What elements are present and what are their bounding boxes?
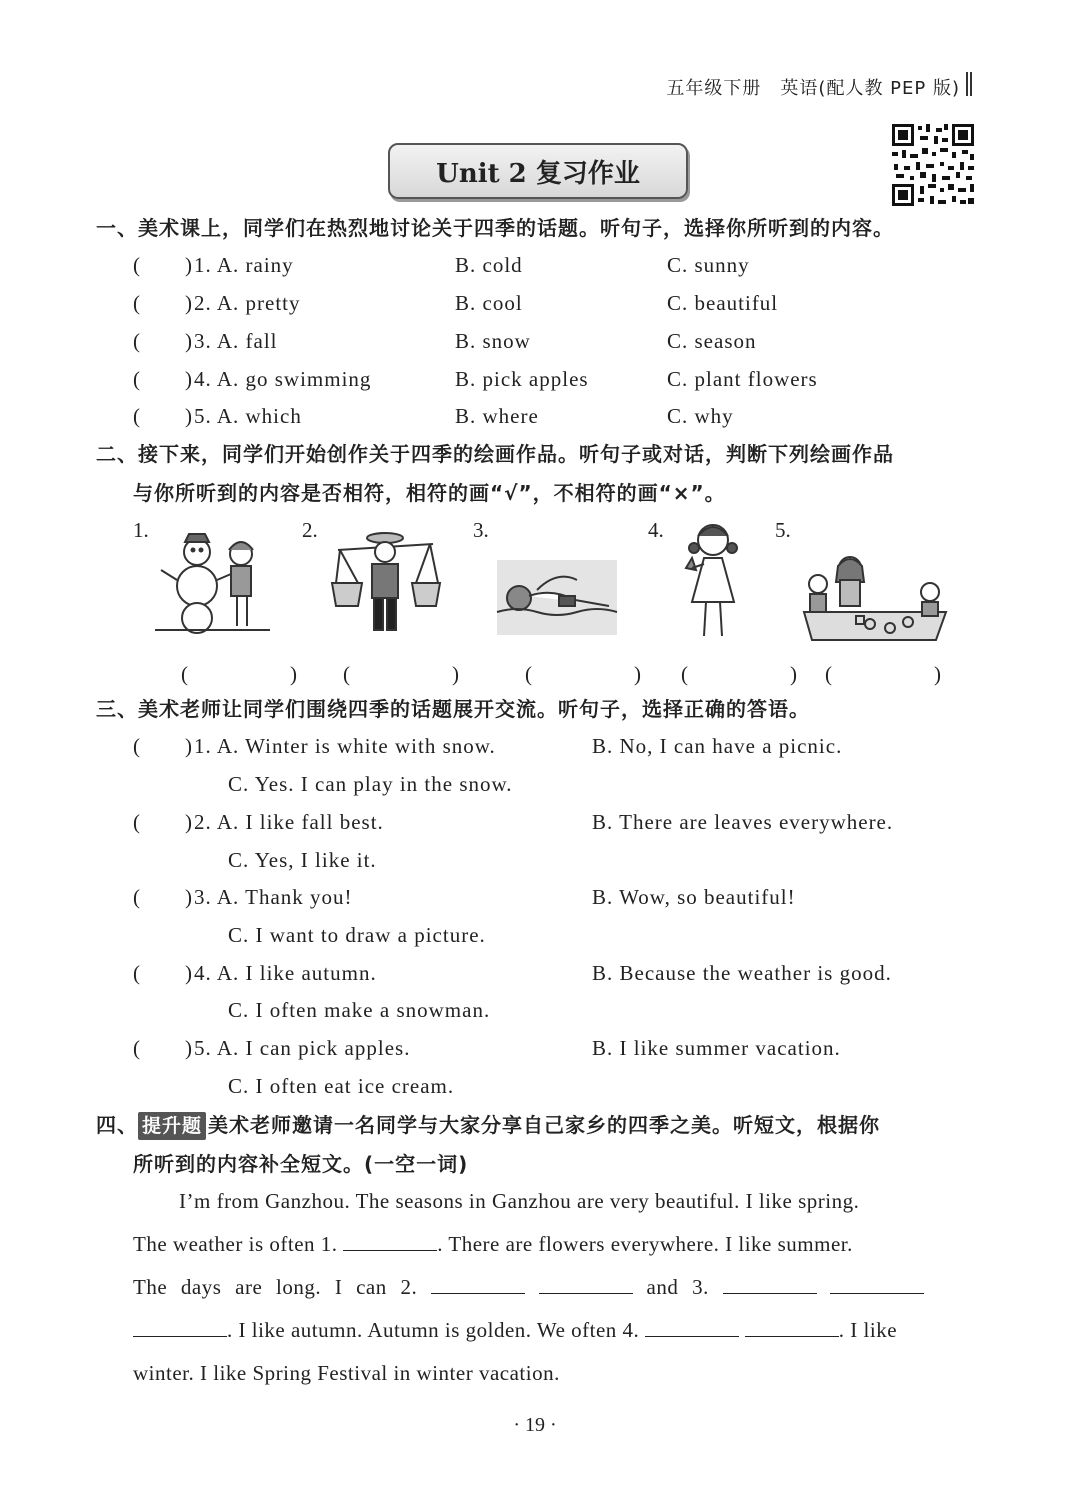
passage-text: . There are flowers everywhere. I like summer. — [437, 1232, 853, 1256]
unit-title: Unit 2 复习作业 — [388, 143, 688, 199]
section-4-heading-line2: 所听到的内容补全短文。(一空一词) — [133, 1152, 469, 1176]
passage-text: The days are long. I can 2. — [133, 1275, 418, 1299]
section-3-heading: 三、美术老师让同学们围绕四季的话题展开交流。听句子，选择正确的答语。 — [96, 697, 810, 721]
picture-number: 2. — [302, 518, 318, 542]
swimmer-icon — [497, 560, 617, 635]
blank-3c[interactable] — [133, 1314, 227, 1337]
picture-answer-paren[interactable]: ( ) — [681, 662, 817, 686]
option-a: 3. A. Thank you! — [194, 885, 353, 909]
option-b: B. No, I can have a picnic. — [592, 734, 843, 758]
page-number: · 19 · — [513, 1414, 557, 1436]
passage — [133, 1180, 975, 1395]
passage-text: . I like autumn. Autumn is golden. We often 4. — [227, 1318, 640, 1342]
passage-line: I’m from Ganzhou. The seasons in Ganzhou are very beautiful. I like spring. — [179, 1189, 860, 1213]
advanced-badge: 提升题 — [138, 1112, 206, 1140]
option-c: C. I want to draw a picture. — [228, 923, 486, 947]
option-a: 1. A. rainy — [194, 253, 294, 277]
option-c: C. sunny — [667, 253, 750, 277]
answer-paren[interactable]: ( ) — [133, 961, 193, 985]
blank-2b[interactable] — [539, 1271, 633, 1294]
answer-paren[interactable]: ( ) — [133, 253, 193, 277]
option-b: B. snow — [455, 329, 531, 353]
passage-line — [133, 1266, 975, 1309]
answer-paren[interactable]: ( ) — [133, 885, 193, 909]
passage-line — [133, 1309, 975, 1352]
option-b: B. cold — [455, 253, 523, 277]
blank-4a[interactable] — [645, 1314, 739, 1337]
picture-answer-paren[interactable]: ( ) — [525, 662, 661, 686]
option-c: C. plant flowers — [667, 367, 818, 391]
blank-2a[interactable] — [431, 1271, 525, 1294]
picture-number: 5. — [775, 518, 791, 542]
snowman-kid-icon — [155, 530, 275, 635]
option-b: B. There are leaves everywhere. — [592, 810, 894, 834]
option-c: C. beautiful — [667, 291, 779, 315]
option-a: 4. A. I like autumn. — [194, 961, 377, 985]
option-a: 2. A. pretty — [194, 291, 301, 315]
picture-answer-paren[interactable]: ( ) — [825, 662, 961, 686]
answer-paren[interactable]: ( ) — [133, 734, 193, 758]
option-a: 4. A. go swimming — [194, 367, 372, 391]
section-2-heading-line1: 二、接下来，同学们开始创作关于四季的绘画作品。听句子或对话，判断下列绘画作品 — [96, 442, 894, 466]
answer-paren[interactable]: ( ) — [133, 291, 193, 315]
option-c: C. season — [667, 329, 757, 353]
passage-text: The weather is often 1. — [133, 1232, 338, 1256]
blank-1[interactable] — [343, 1228, 437, 1251]
option-c: C. Yes, I like it. — [228, 848, 377, 872]
option-c: C. I often eat ice cream. — [228, 1074, 455, 1098]
picture-number: 1. — [133, 518, 149, 542]
section-4-number: 四、 — [96, 1113, 138, 1137]
picture-answer-paren[interactable]: ( ) — [181, 662, 317, 686]
option-b: B. cool — [455, 291, 523, 315]
qr-code-icon[interactable] — [890, 122, 976, 208]
picture-number: 4. — [648, 518, 664, 542]
answer-paren[interactable]: ( ) — [133, 810, 193, 834]
answer-paren[interactable]: ( ) — [133, 367, 193, 391]
picture-answer-paren[interactable]: ( ) — [343, 662, 479, 686]
answer-paren[interactable]: ( ) — [133, 329, 193, 353]
option-c: C. why — [667, 404, 734, 428]
option-b: B. Wow, so beautiful! — [592, 885, 796, 909]
blank-4b[interactable] — [745, 1314, 839, 1337]
passage-text: and 3. — [646, 1275, 709, 1299]
passage-text: . I like — [838, 1318, 898, 1342]
blank-3b[interactable] — [830, 1271, 924, 1294]
section-1-heading: 一、美术课上，同学们在热烈地讨论关于四季的话题。听句子，选择你所听到的内容。 — [96, 216, 894, 240]
answer-paren[interactable]: ( ) — [133, 1036, 193, 1060]
option-c: C. I often make a snowman. — [228, 998, 491, 1022]
passage-line: winter. I like Spring Festival in winter vacation. — [133, 1361, 560, 1385]
option-b: B. Because the weather is good. — [592, 961, 892, 985]
section-2-heading-line2: 与你所听到的内容是否相符，相符的画“√”，不相符的画“×”。 — [133, 481, 726, 505]
blank-3a[interactable] — [723, 1271, 817, 1294]
picnic-family-icon — [800, 552, 950, 642]
option-a: 3. A. fall — [194, 329, 278, 353]
book-header: 五年级下册 英语(配人教 PEP 版) — [666, 78, 960, 99]
header-divider — [966, 72, 972, 96]
farmer-carrying-baskets-icon — [328, 528, 443, 643]
option-b: B. pick apples — [455, 367, 589, 391]
option-a: 2. A. I like fall best. — [194, 810, 384, 834]
section-4-heading-line1 — [96, 1111, 880, 1140]
option-b: B. I like summer vacation. — [592, 1036, 841, 1060]
answer-paren[interactable]: ( ) — [133, 404, 193, 428]
option-b: B. where — [455, 404, 539, 428]
option-a: 5. A. which — [194, 404, 302, 428]
option-a: 1. A. Winter is white with snow. — [194, 734, 496, 758]
section-4-heading-text: 美术老师邀请一名同学与大家分享自己家乡的四季之美。听短文，根据你 — [208, 1113, 881, 1137]
passage-line — [133, 1223, 975, 1266]
picture-number: 3. — [473, 518, 489, 542]
girl-ice-cream-icon — [678, 518, 748, 646]
option-a: 5. A. I can pick apples. — [194, 1036, 411, 1060]
option-c: C. Yes. I can play in the snow. — [228, 772, 513, 796]
